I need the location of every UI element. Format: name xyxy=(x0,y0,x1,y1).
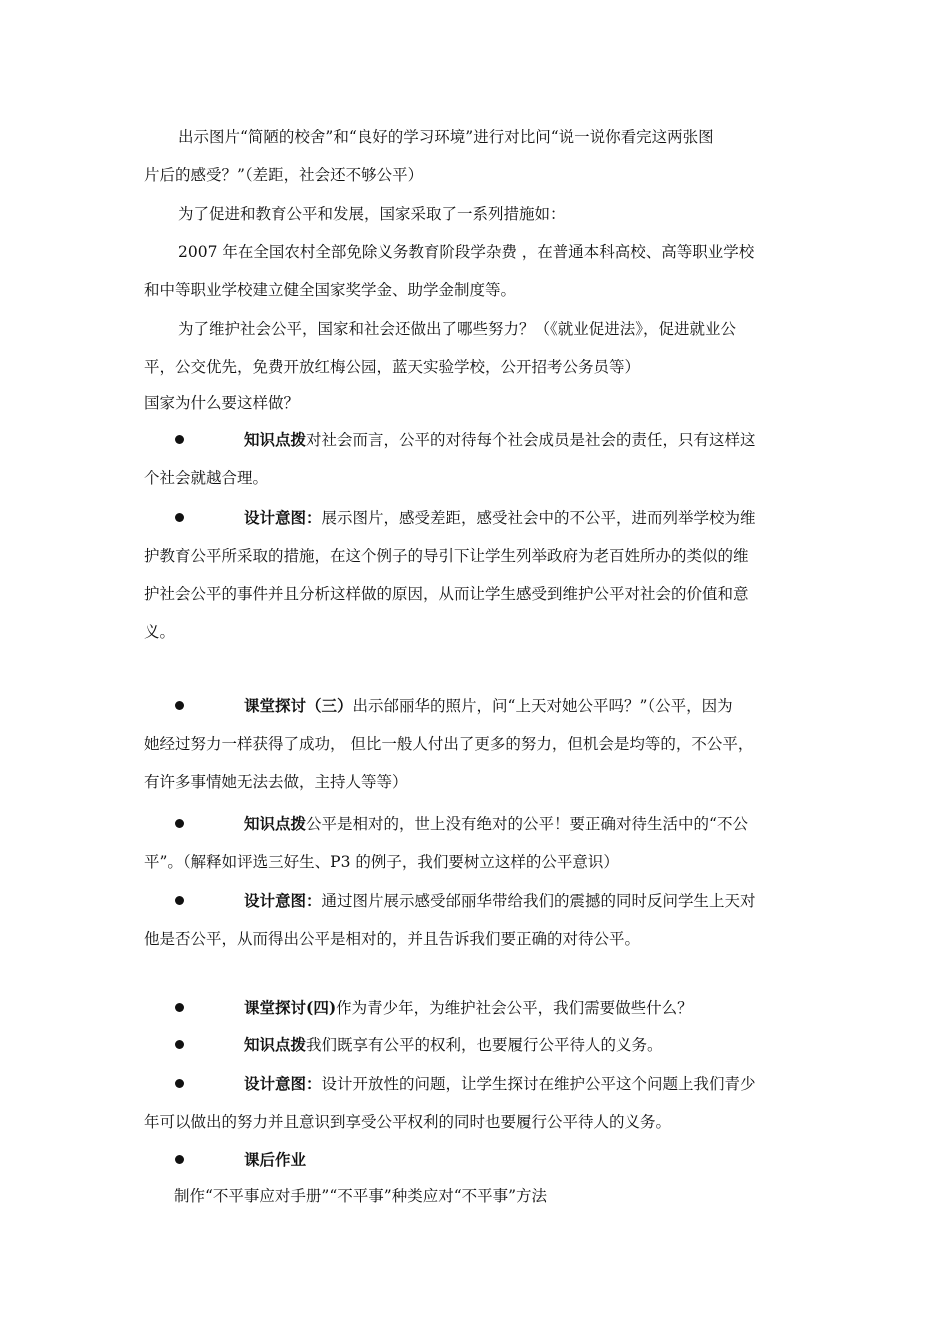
text-line: 制作“不平事应对手册”“不平事”种类应对“不平事”方法 xyxy=(174,1187,548,1205)
bullet-knowledge-2 xyxy=(144,805,808,881)
bullet-label: 知识点拨 xyxy=(244,814,307,833)
bullet-dot xyxy=(175,1003,184,1012)
bullet-label: 设计意图： xyxy=(244,891,322,910)
bullet-design-2 xyxy=(144,882,808,958)
text-line: 年可以做出的努力并且意识到享受公平权利的同时也要履行公平待人的义务。 xyxy=(144,1113,672,1131)
bullet-discussion-3 xyxy=(144,687,808,801)
bullet-dot xyxy=(175,435,184,444)
text-line: 作为青少年，为维护社会公平，我们需要做些什么？ xyxy=(336,999,693,1017)
text-line: 他是否公平，从而得出公平是相对的，并且告诉我们要正确的对待公平。 xyxy=(144,930,641,948)
text-line: 她经过努力一样获得了成功， 但比一般人付出了更多的努力，但机会是均等的，不公平， xyxy=(144,735,754,753)
bullet-design-1 xyxy=(144,499,808,651)
text-line: 我们既享有公平的权利，也要履行公平待人的义务。 xyxy=(306,1036,663,1054)
text-line: 个社会就越合理。 xyxy=(144,469,269,487)
paragraph-why-question xyxy=(144,384,808,422)
text-line: 有许多事情她无法去做，主持人等等） xyxy=(144,773,408,791)
text-line: 通过图片展示感受邰丽华带给我们的震撼的同时反问学生上天对 xyxy=(321,892,756,910)
bullet-label: 设计意图： xyxy=(244,508,322,527)
bullet-dot xyxy=(175,513,184,522)
text-line: 和中等职业学校建立健全国家奖学金、助学金制度等。 xyxy=(144,281,517,299)
text-line: 公平是相对的，世上没有绝对的公平！要正确对待生活中的“不公 xyxy=(306,815,748,833)
bullet-label: 设计意图： xyxy=(244,1074,322,1093)
paragraph-compare-images xyxy=(144,118,808,194)
text-line: 护教育公平所采取的措施，在这个例子的导引下让学生列举政府为老百姓所办的类似的维 xyxy=(144,547,749,565)
paragraph-measures-2007 xyxy=(144,233,808,309)
paragraph-social-efforts xyxy=(144,310,808,386)
text-line: 为了维护社会公平，国家和社会还做出了哪些努力？（《就业促进法》，促进就业公 xyxy=(178,320,737,338)
bullet-label: 课堂探讨（三） xyxy=(244,696,353,715)
bullet-dot xyxy=(175,896,184,905)
bullet-knowledge-3 xyxy=(144,1026,808,1064)
text-line: 展示图片，感受差距，感受社会中的不公平，进而列举学校为维 xyxy=(321,509,756,527)
bullet-discussion-4 xyxy=(144,989,808,1027)
bullet-label: 课后作业 xyxy=(244,1150,307,1169)
paragraph-homework-task xyxy=(144,1177,808,1215)
text-line: 义。 xyxy=(144,623,176,641)
bullet-knowledge-1 xyxy=(144,421,808,497)
text-line: 出示邰丽华的照片，问“上天对她公平吗？”（公平，因为 xyxy=(352,697,733,715)
text-line: 设计开放性的问题，让学生探讨在维护公平这个问题上我们青少 xyxy=(321,1075,756,1093)
text-line: 2007 年在全国农村全部免除义务教育阶段学杂费 ，在普通本科高校、高等职业学校 xyxy=(178,243,755,261)
bullet-design-3 xyxy=(144,1065,808,1141)
bullet-dot xyxy=(175,701,184,710)
bullet-dot xyxy=(175,1079,184,1088)
text-line: 护社会公平的事件并且分析这样做的原因，从而让学生感受到维护公平对社会的价值和意 xyxy=(144,585,749,603)
bullet-label: 课堂探讨(四) xyxy=(244,998,337,1017)
bullet-dot xyxy=(175,1155,184,1164)
bullet-homework xyxy=(144,1141,808,1179)
paragraph-measures-intro xyxy=(144,195,808,233)
text-line: 平”。（解释如评选三好生、P3 的例子，我们要树立这样的公平意识） xyxy=(144,853,619,871)
text-line: 出示图片“简陋的校舍”和“良好的学习环境”进行对比问“说一说你看完这两张图 xyxy=(178,128,714,146)
bullet-dot xyxy=(175,1040,184,1049)
text-line: 为了促进和教育公平和发展，国家采取了一系列措施如： xyxy=(178,205,566,223)
bullet-dot xyxy=(175,819,184,828)
text-line: 对社会而言，公平的对待每个社会成员是社会的责任，只有这样这 xyxy=(306,431,756,449)
text-line: 平，公交优先，免费开放红梅公园，蓝天实验学校，公开招考公务员等） xyxy=(144,358,641,376)
bullet-label: 知识点拨 xyxy=(244,1035,307,1054)
bullet-label: 知识点拨 xyxy=(244,430,307,449)
text-line: 国家为什么要这样做？ xyxy=(144,394,300,412)
text-line: 片后的感受？”（差距，社会还不够公平） xyxy=(144,166,424,184)
